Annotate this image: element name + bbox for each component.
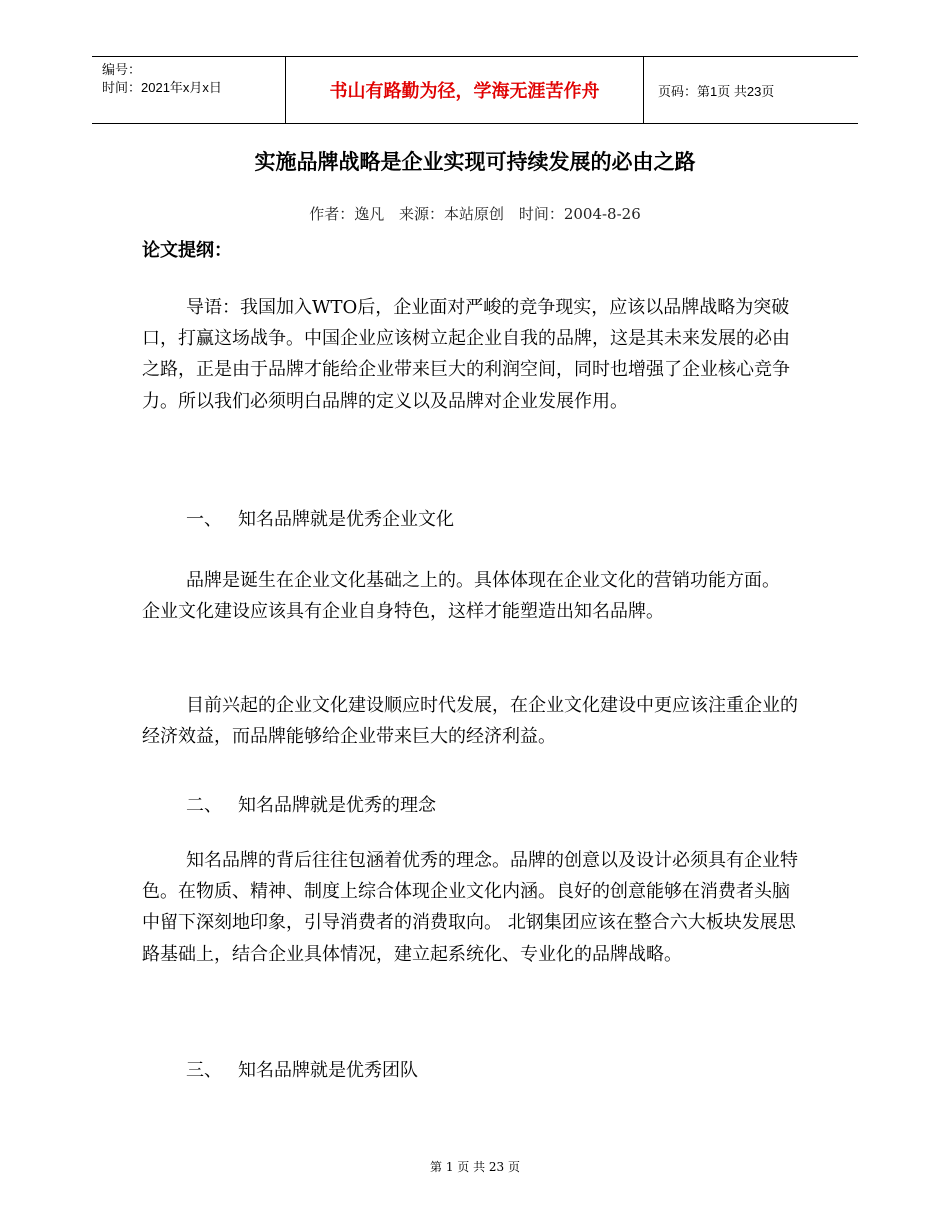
header-page-info: 页码：第1页 共23页 (658, 84, 775, 99)
section-number: 一、 (186, 509, 222, 530)
document-time-label: 时间：2021年x月x日 (102, 80, 222, 95)
section-title: 知名品牌就是优秀团队 (238, 1060, 418, 1081)
header-meta (102, 61, 282, 97)
section-heading (186, 505, 454, 531)
article-time: 时间：2004-8-26 (518, 205, 641, 223)
section-number: 二、 (186, 795, 222, 816)
article-source: 来源：本站原创 (399, 205, 505, 223)
article-title: 实施品牌战略是企业实现可持续发展的必由之路 (254, 150, 696, 174)
section-heading (186, 791, 436, 817)
body-paragraph: 品牌是诞生在企业文化基础之上的。具体体现在企业文化的营销功能方面。 企业文化建设应该具有企业自身特色，这样才能塑造出知名品牌。 (142, 570, 780, 623)
section-title: 知名品牌就是优秀企业文化 (238, 509, 454, 530)
page-header (92, 56, 858, 124)
body-paragraph: 知名品牌的背后往往包涵着优秀的理念。品牌的创意以及设计必须具有企业特色。在物质、精神、制度上综合体现企业文化内涵。良好的创意能够在消费者头脑中留下深刻地印象，引导消费者的消费取向。 北钢集团应该在整合六大板块发展思路基础上，结合企业具体情况，建立起系统化、专业化的品牌战略。 (142, 850, 798, 965)
document-number-label: 编号： (102, 62, 142, 77)
outline-label: 论文提纲： (142, 240, 232, 261)
intro-paragraph: 导语：我国加入WTO后，企业面对严峻的竞争现实，应该以品牌战略为突破口，打赢这场战争。中国企业应该树立起企业自我的品牌，这是其未来发展的必由之路，正是由于品牌才能给企业带来巨大的利润空间，同时也增强了企业核心竞争力。所以我们必须明白品牌的定义以及品牌对企业发展作用。 (142, 297, 790, 412)
body-paragraph: 目前兴起的企业文化建设顺应时代发展，在企业文化建设中更应该注重企业的经济效益，而品牌能够给企业带来巨大的经济利益。 (142, 695, 798, 748)
header-motto: 书山有路勤为径，学海无涯苦作舟 (329, 81, 600, 102)
header-motto-cell (285, 57, 644, 123)
section-number: 三、 (186, 1060, 222, 1081)
article-byline (0, 203, 950, 224)
article-author: 作者：逸凡 (309, 205, 385, 223)
section-heading (186, 1056, 418, 1082)
page-footer: 第 1 页 共 23 页 (430, 1160, 520, 1174)
section-title: 知名品牌就是优秀的理念 (238, 795, 436, 816)
